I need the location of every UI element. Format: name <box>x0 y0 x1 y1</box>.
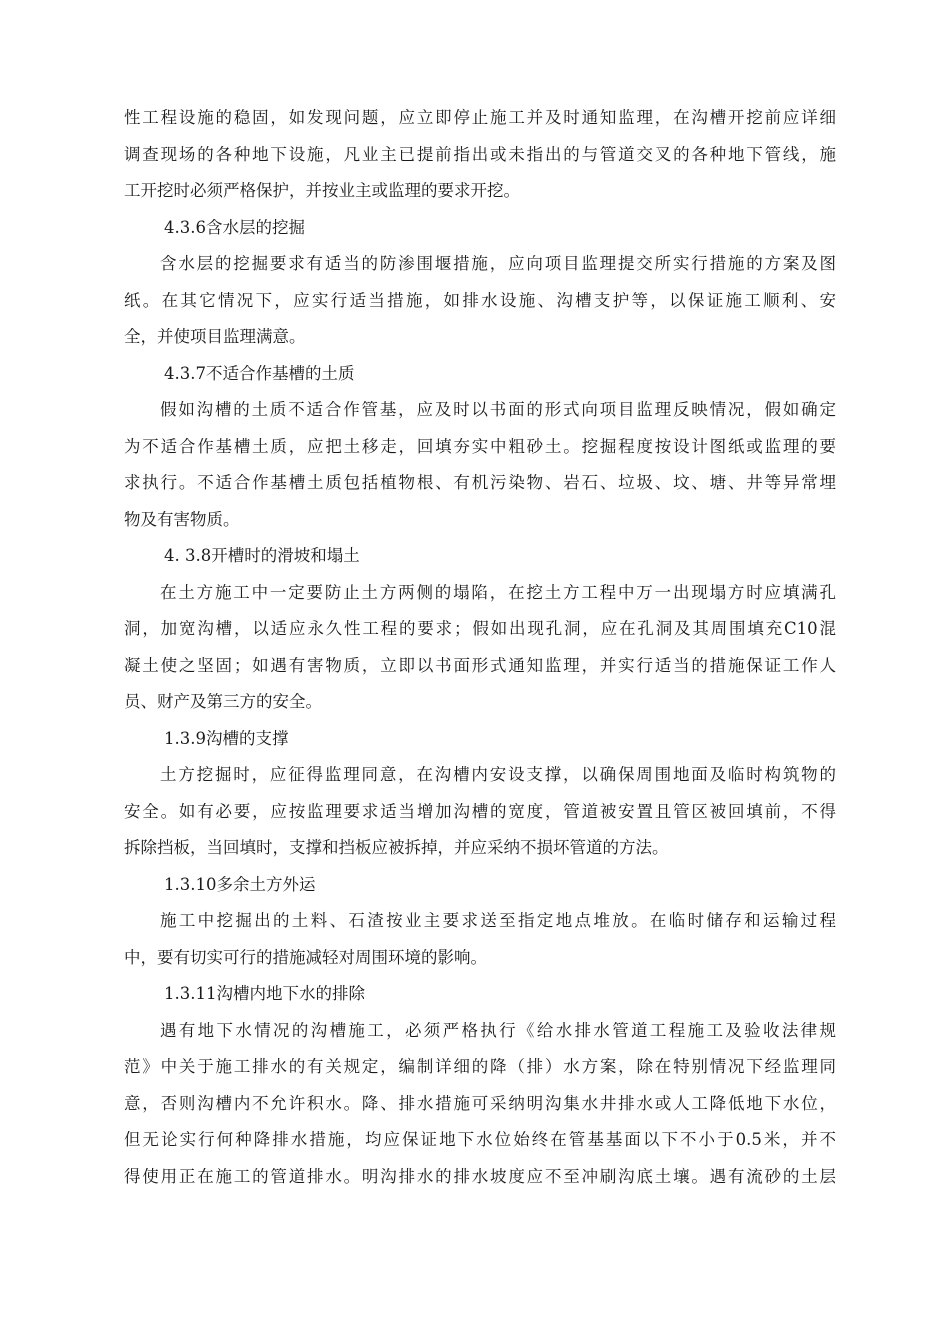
paragraph-line: 但无论实行何种降排水措施，均应保证地下水位始终在管基基面以下不小于0.5米，并不 <box>124 1130 836 1149</box>
paragraph-line: 假如沟槽的土质不适合作管基，应及时以书面的形式向项目监理反映情况，假如确定 <box>160 400 836 419</box>
paragraph-line: 凝土使之坚固；如遇有害物质，立即以书面形式通知监理，并实行适当的措施保证工作人 <box>124 655 836 675</box>
section-heading: 4.3.7不适合作基槽的土质 <box>164 363 355 383</box>
paragraph-line: 范》中关于施工排水的有关规定，编制详细的降（排）水方案，除在特别情况下经监理同 <box>124 1057 836 1076</box>
section-heading: 1.3.10多余土方外运 <box>164 874 316 894</box>
document-body <box>124 100 836 1195</box>
paragraph-line: 得使用正在施工的管道排水。明沟排水的排水坡度应不至冲刷沟底土壤。遇有流砂的土层 <box>124 1166 836 1186</box>
paragraph-line: 施工中挖掘出的土料、石渣按业主要求送至指定地点堆放。在临时储存和运输过程 <box>160 911 836 930</box>
paragraph-line: 为不适合作基槽土质，应把土移走，回填夯实中粗砂土。挖掘程度按设计图纸或监理的要 <box>124 436 836 456</box>
paragraph-line: 调查现场的各种地下设施，凡业主已提前指出或未指出的与管道交叉的各种地下管线，施 <box>124 144 836 164</box>
section-heading: 4.3.6含水层的挖掘 <box>164 217 305 237</box>
paragraph-line: 含水层的挖掘要求有适当的防渗围堰措施，应向项目监理提交所实行措施的方案及图 <box>160 254 836 273</box>
paragraph-line: 中，要有切实可行的措施减轻对周围环境的影响。 <box>124 947 487 967</box>
paragraph-line: 在土方施工中一定要防止土方两侧的塌陷，在挖土方工程中万一出现塌方时应填满孔 <box>160 582 836 602</box>
paragraph-line: 拆除挡板，当回填时，支撑和挡板应被拆掉，并应采纳不损坏管道的方法。 <box>124 838 669 857</box>
paragraph-line: 性工程设施的稳固，如发现问题，应立即停止施工并及时通知监理，在沟槽开挖前应详细 <box>124 108 836 127</box>
paragraph-line: 求执行。不适合作基槽土质包括植物根、有机污染物、岩石、垃圾、坟、塘、井等异常埋 <box>124 473 836 492</box>
paragraph-line: 遇有地下水情况的沟槽施工，必须严格执行《给水排水管道工程施工及验收法律规 <box>160 1020 836 1040</box>
paragraph-line: 员、财产及第三方的安全。 <box>124 692 322 711</box>
paragraph-line: 土方挖掘时，应征得监理同意，在沟槽内安设支撑，以确保周围地面及临时构筑物的 <box>160 765 836 784</box>
paragraph-line: 安全。如有必要，应按监理要求适当增加沟槽的宽度，管道被安置且管区被回填前，不得 <box>124 801 836 821</box>
paragraph-line: 全，并使项目监理满意。 <box>124 327 306 346</box>
section-heading: 1.3.11沟槽内地下水的排除 <box>164 984 365 1003</box>
paragraph-line: 工开挖时必须严格保护，并按业主或监理的要求开挖。 <box>124 181 520 200</box>
section-heading: 1.3.9沟槽的支撑 <box>164 728 289 748</box>
paragraph-line: 纸。在其它情况下，应实行适当措施，如排水设施、沟槽支护等，以保证施工顺利、安 <box>124 290 836 310</box>
paragraph-line: 物及有害物质。 <box>124 509 240 529</box>
paragraph-line: 洞，加宽沟槽，以适应永久性工程的要求；假如出现孔洞，应在孔洞及其周围填充C10混 <box>124 619 836 638</box>
paragraph-line: 意，否则沟槽内不允许积水。降、排水措施可采纳明沟集水井排水或人工降低地下水位， <box>124 1093 836 1113</box>
section-heading: 4. 3.8开槽时的滑坡和塌土 <box>164 546 360 565</box>
